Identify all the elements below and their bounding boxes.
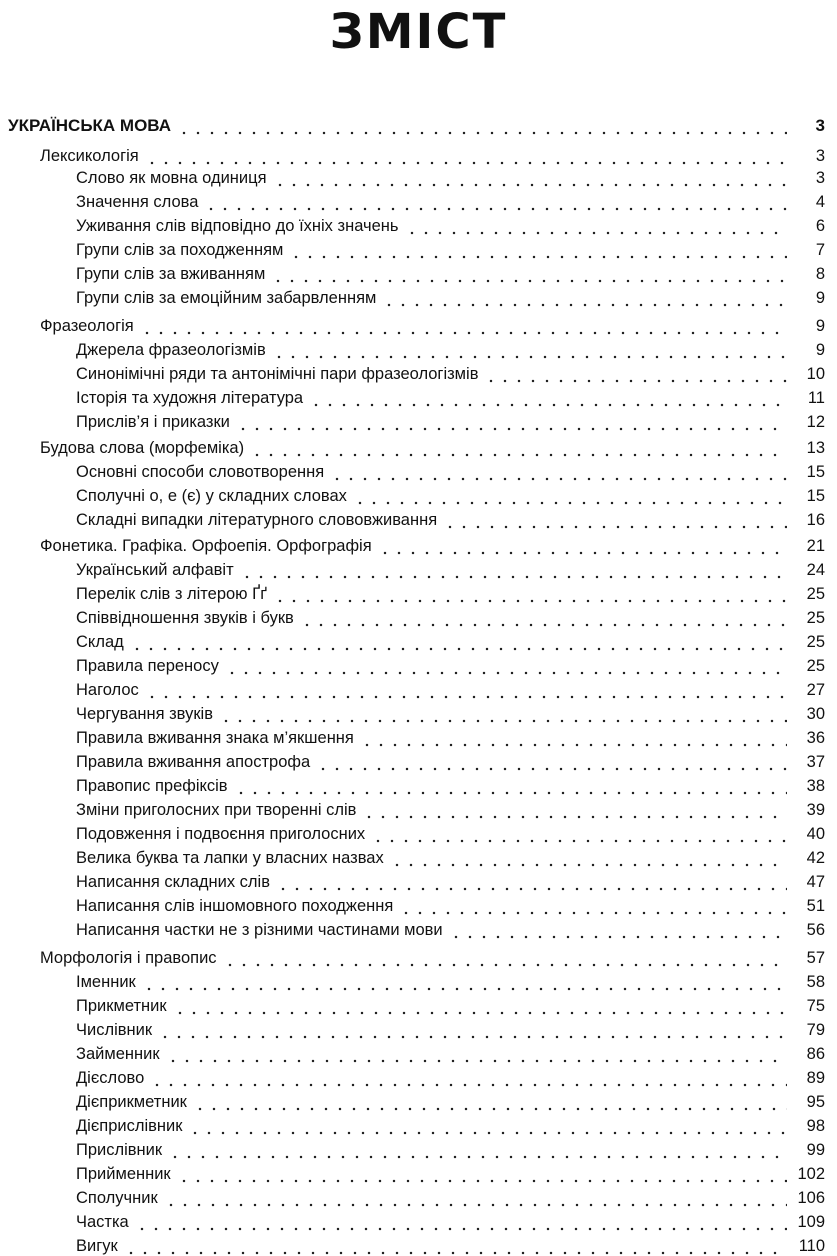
toc-page-number: 58 (806, 973, 825, 991)
toc-entry-title: Дієприкметник (76, 1093, 187, 1111)
dot-leader (484, 364, 787, 384)
dot-leader (223, 948, 787, 968)
dot-leader (124, 1236, 787, 1256)
dot-leader (272, 340, 787, 360)
toc-entry (76, 846, 825, 868)
toc-entry (76, 798, 825, 820)
toc-page-number: 110 (798, 1237, 825, 1255)
toc-entry-title: Написання слів іншомовного походження (76, 897, 394, 915)
toc-page-number: 47 (806, 873, 825, 891)
dot-leader (353, 486, 787, 506)
toc-page-number: 36 (806, 729, 825, 747)
toc-chapter (40, 144, 825, 166)
toc-entry-title: Дієслово (76, 1069, 145, 1087)
toc-entry-title: Групи слів за емоційним забарвленням (76, 289, 377, 307)
toc-page-number: 95 (806, 1093, 825, 1111)
dot-leader (371, 824, 787, 844)
dot-leader (142, 972, 787, 992)
toc-page-number: 109 (797, 1213, 825, 1231)
toc-entry (76, 654, 825, 676)
toc-page-number: 10 (806, 365, 825, 383)
toc-entry (76, 410, 825, 432)
dot-leader (225, 656, 787, 676)
toc-entry-title: Вигук (76, 1237, 118, 1255)
dot-leader (177, 116, 787, 136)
toc-entry-title: Історія та художня література (76, 389, 304, 407)
toc-entry (76, 1234, 825, 1256)
dot-leader (273, 584, 787, 604)
toc-entry-title: Перелік слів з літерою Ґґ (76, 585, 267, 603)
toc-entry-title: УКРАЇНСЬКА МОВА (8, 116, 172, 135)
dot-leader (273, 168, 787, 188)
toc-entry-title: Фразеологія (40, 317, 134, 335)
toc-page-number: 25 (806, 657, 825, 675)
toc-page-number: 3 (815, 147, 825, 165)
dot-leader (271, 264, 787, 284)
dot-leader (362, 800, 787, 820)
toc-entry (76, 338, 825, 360)
dot-leader (240, 560, 787, 580)
toc-page-number: 15 (806, 487, 825, 505)
toc-entry (76, 702, 825, 724)
toc-entry-title: Український алфавіт (76, 561, 234, 579)
dot-leader (168, 1140, 787, 1160)
toc-page-number: 9 (815, 317, 825, 335)
dot-leader (300, 608, 787, 628)
toc-entry (76, 1162, 825, 1184)
toc-entry (76, 1210, 825, 1232)
toc-entry (76, 970, 825, 992)
dot-leader (405, 216, 788, 236)
toc-page-number: 38 (806, 777, 825, 795)
toc-page-number: 4 (815, 193, 825, 211)
toc-entry-title: Прийменник (76, 1165, 171, 1183)
toc-page-number: 25 (806, 609, 825, 627)
toc-entry (76, 362, 825, 384)
dot-leader (135, 1212, 787, 1232)
toc-entry (76, 386, 825, 408)
toc-page-number: 57 (806, 949, 825, 967)
toc-chapter (40, 534, 825, 556)
toc-entry-title: Прислівник (76, 1141, 163, 1159)
dot-leader (219, 704, 787, 724)
toc-page-number: 25 (806, 633, 825, 651)
toc-entry (76, 994, 825, 1016)
dot-leader (140, 316, 787, 336)
toc-page-number: 98 (806, 1117, 825, 1135)
toc-entry (76, 822, 825, 844)
toc-entry (76, 1114, 825, 1136)
dot-leader (236, 412, 787, 432)
toc-section (8, 114, 825, 136)
toc-page-number: 3 (815, 169, 825, 187)
toc-entry-title: Числівник (76, 1021, 153, 1039)
toc-page-number: 79 (806, 1021, 825, 1039)
toc-entry-title: Чергування звуків (76, 705, 213, 723)
toc-entry (76, 774, 825, 796)
toc-entry-title: Слово як мовна одиниця (76, 169, 267, 187)
toc-entry-title: Велика буква та лапки у власних назвах (76, 849, 384, 867)
toc-entry (76, 1138, 825, 1160)
toc-entry (76, 460, 825, 482)
toc-entry-title: Склад (76, 633, 124, 651)
toc-entry (76, 1090, 825, 1112)
toc-entry-title: Правила вживання знака м’якшення (76, 729, 354, 747)
toc-page-number: 30 (806, 705, 825, 723)
dot-leader (382, 288, 787, 308)
toc-page-number: 42 (806, 849, 825, 867)
toc-entry (76, 508, 825, 530)
toc-entry-title: Лексикологія (40, 147, 139, 165)
toc-page-number: 13 (806, 439, 825, 457)
toc-entry-title: Прикметник (76, 997, 167, 1015)
toc-entry (76, 750, 825, 772)
toc-entry (76, 166, 825, 188)
dot-leader (145, 680, 787, 700)
toc-page-number: 21 (806, 537, 825, 555)
dot-leader (443, 510, 787, 530)
dot-leader (204, 192, 787, 212)
dot-leader (309, 388, 787, 408)
toc-page-number: 75 (806, 997, 825, 1015)
toc-entry (76, 630, 825, 652)
toc-entry (76, 870, 825, 892)
toc-entry-title: Прислів’я і приказки (76, 413, 230, 431)
dot-leader (188, 1116, 787, 1136)
toc-chapter (40, 314, 825, 336)
toc-entry-title: Займенник (76, 1045, 160, 1063)
dot-leader (390, 848, 787, 868)
toc-page-number: 15 (806, 463, 825, 481)
toc-entry (76, 678, 825, 700)
toc-entry (76, 894, 825, 916)
toc-entry-title: Складні випадки літературного слововживання (76, 511, 438, 529)
toc-entry (76, 238, 825, 260)
toc-entry-title: Синонімічні ряди та антонімічні пари фразеологізмів (76, 365, 479, 383)
toc-entry (76, 558, 825, 580)
toc-page-number: 102 (797, 1165, 825, 1183)
toc-entry-title: Сполучні о, е (є) у складних словах (76, 487, 347, 505)
toc-page-number: 8 (815, 265, 825, 283)
toc-entry-title: Сполучник (76, 1189, 158, 1207)
toc-entry (76, 286, 825, 308)
dot-leader (276, 872, 787, 892)
dot-leader (150, 1068, 787, 1088)
toc-page-number: 6 (815, 217, 825, 235)
page-title: ЗМІСТ (329, 4, 508, 60)
toc-entry (76, 1186, 825, 1208)
dot-leader (250, 438, 787, 458)
toc-page-number: 3 (815, 116, 825, 135)
dot-leader (145, 146, 787, 166)
toc-entry-title: Правила переносу (76, 657, 219, 675)
toc-page-number: 40 (806, 825, 825, 843)
toc-entry-title: Правила вживання апострофа (76, 753, 311, 771)
toc-page-number: 9 (815, 341, 825, 359)
toc-entry-title: Групи слів за походженням (76, 241, 284, 259)
toc-page-number: 56 (806, 921, 825, 939)
dot-leader (173, 996, 787, 1016)
toc-page-number: 39 (806, 801, 825, 819)
toc-page-number: 12 (806, 413, 825, 431)
toc-page-number: 86 (806, 1045, 825, 1063)
toc-entry (76, 214, 825, 236)
toc-entry (76, 484, 825, 506)
toc-entry-title: Морфологія і правопис (40, 949, 217, 967)
toc-entry-title: Написання частки не з різними частинами мови (76, 921, 443, 939)
toc-entry-title: Дієприслівник (76, 1117, 183, 1135)
dot-leader (360, 728, 787, 748)
toc-entry-title: Правопис префіксів (76, 777, 228, 795)
toc-page-number: 9 (815, 289, 825, 307)
toc-entry (76, 582, 825, 604)
dot-leader (399, 896, 787, 916)
toc-chapter (40, 436, 825, 458)
toc-entry (76, 918, 825, 940)
dot-leader (449, 920, 787, 940)
toc-entry (76, 262, 825, 284)
toc-page-number: 99 (806, 1141, 825, 1159)
toc-entry-title: Написання складних слів (76, 873, 270, 891)
dot-leader (289, 240, 787, 260)
dot-leader (330, 462, 787, 482)
toc-page-number: 37 (806, 753, 825, 771)
toc-page-number: 89 (806, 1069, 825, 1087)
toc-entry (76, 606, 825, 628)
toc-entry-title: Частка (76, 1213, 129, 1231)
dot-leader (164, 1188, 787, 1208)
toc-entry-title: Будова слова (морфеміка) (40, 439, 245, 457)
toc-entry (76, 190, 825, 212)
toc-entry (76, 726, 825, 748)
toc-entry-title: Іменник (76, 973, 136, 991)
dot-leader (193, 1092, 787, 1112)
toc-entry-title: Основні способи словотворення (76, 463, 325, 481)
toc-page-number: 11 (807, 389, 825, 407)
toc-entry-title: Джерела фразеологізмів (76, 341, 266, 359)
toc-entry (76, 1018, 825, 1040)
dot-leader (166, 1044, 787, 1064)
toc-entry-title: Фонетика. Графіка. Орфоепія. Орфографія (40, 537, 372, 555)
dot-leader (378, 536, 787, 556)
dot-leader (234, 776, 787, 796)
toc-entry-title: Співвідношення звуків і букв (76, 609, 294, 627)
toc-entry-title: Зміни приголосних при творенні слів (76, 801, 357, 819)
dot-leader (316, 752, 787, 772)
toc-page-number: 106 (797, 1189, 825, 1207)
dot-leader (130, 632, 787, 652)
toc-page-number: 25 (806, 585, 825, 603)
toc-entry-title: Уживання слів відповідно до їхніх значень (76, 217, 399, 235)
toc-entry-title: Значення слова (76, 193, 199, 211)
toc-entry-title: Групи слів за вживанням (76, 265, 266, 283)
toc-entry-title: Подовження і подвоєння приголосних (76, 825, 366, 843)
toc-entry (76, 1042, 825, 1064)
toc-page-number: 27 (806, 681, 825, 699)
toc-chapter (40, 946, 825, 968)
toc-entry (76, 1066, 825, 1088)
toc-page-number: 24 (806, 561, 825, 579)
toc-page-number: 16 (806, 511, 825, 529)
toc-page-number: 7 (815, 241, 825, 259)
dot-leader (177, 1164, 787, 1184)
toc-page-number: 51 (806, 897, 825, 915)
toc-entry-title: Наголос (76, 681, 139, 699)
dot-leader (158, 1020, 787, 1040)
